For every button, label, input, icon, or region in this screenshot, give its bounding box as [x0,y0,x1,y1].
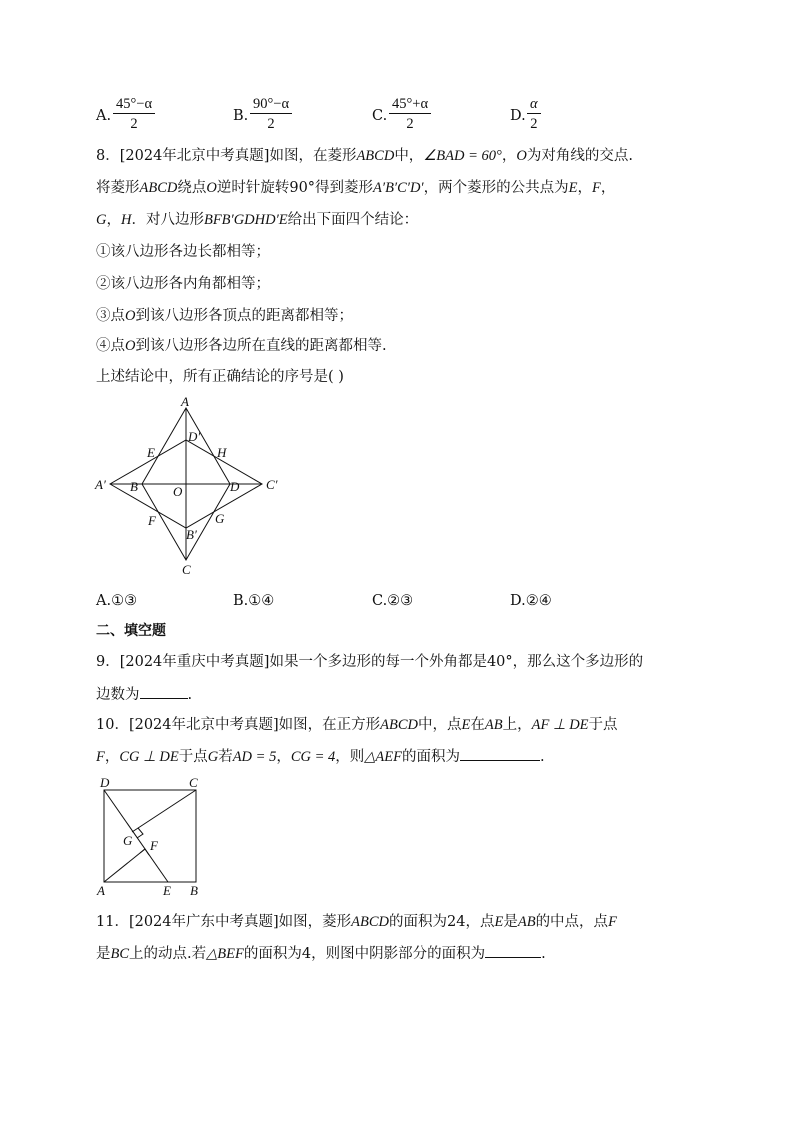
q10-text: 中，点 [418,717,462,733]
q8-conclusion-3 [96,306,353,326]
q11-text: 上的动点.若 [129,946,207,962]
q11-period: . [541,946,546,962]
q8-text: 中， [394,148,424,164]
q7-option-c-letter: C. [372,108,388,124]
q8-text: ．对八边形 [131,212,204,228]
q8-text: 绕点 [177,180,207,196]
q10-cg-perp-de: CG ⊥ DE [119,749,179,765]
label-o: O [173,484,183,499]
q10-ad-value: AD = 5 [232,749,277,765]
q8-conclusion-4 [96,336,387,356]
q10-ab: AB [484,717,503,733]
q8-point-o: O [125,338,136,354]
q10-text: 于点 [178,749,208,765]
q11-triangle: △BEF [206,946,244,962]
label-d: D [100,775,110,790]
q7-option-b-fraction [250,95,292,134]
q11-point-f: F [608,914,617,930]
label-h: H [217,445,227,460]
q8-text: 给出下面四个结论： [287,212,419,228]
q8-abcd-prime: A′B′C′D′ [373,180,424,196]
q9-period: . [187,687,193,703]
q7-option-b-denominator: 2 [267,116,275,132]
label-d-prime: D′ [188,429,201,444]
q7-option-c-fraction [389,95,431,134]
q11-answer-blank [485,943,541,958]
q10-text: 若 [218,749,233,765]
q11-text: 是 [503,914,518,930]
square-abcd [104,790,196,882]
q8-option-a: A.①③ [96,593,138,609]
q8-point-f: F [591,180,601,196]
label-c: C [182,562,191,577]
q11-line-2 [96,943,546,964]
q8-conclusion-2: ②该八边形各内角都相等； [96,276,270,292]
q8-angle: ∠BAD = 60° [423,148,502,164]
q8-text: ③点 [96,308,125,324]
q7-option-b-letter: B. [233,108,249,124]
label-g: G [123,833,133,848]
q7-option-a-denominator: 2 [130,116,138,132]
q8-point-o: O [125,308,136,324]
label-e: E [163,883,171,898]
q10-text: 10．[2024年北京中考真题]如图，在正方形 [96,717,381,733]
q10-comma: ， [104,749,120,765]
q7-option-c-numerator: 45°+α [389,95,431,114]
q8-text: 逆时针旋转90°得到菱形 [216,180,374,196]
q8-abcd: ABCD [356,148,395,164]
q9-line-1: 9．[2024年重庆中考真题]如果一个多边形的每一个外角都是40°，那么这个多边形的 [96,654,644,670]
q8-source: [2024年北京中考真题] [119,148,270,164]
label-c: C [189,775,198,790]
q10-af-perp-de: AF ⊥ DE [531,717,589,733]
q10-point-f: F [96,749,105,765]
q8-comma: ， [106,212,121,228]
segment-de [104,790,168,882]
q10-comma: ， [276,749,291,765]
q8-comma: ， [600,180,616,196]
q8-line-2 [96,178,615,198]
q7-option-a-numerator: 45°−α [113,95,155,114]
q8-point-o: O [516,148,527,164]
figure-rhombus-rotation [90,394,290,580]
q8-text: 到该八边形各顶点的距离都相等； [135,308,353,324]
q9-text: 边数为 [96,687,140,703]
q11-text: 的面积为24，点 [389,914,495,930]
q11-text: 11．[2024年广东中考真题]如图，菱形 [96,914,352,930]
q8-text: 为对角线的交点. [526,148,633,164]
label-c-prime: C′ [266,477,278,492]
label-f: F [150,838,158,853]
q8-question: 上述结论中，所有正确结论的序号是( ) [96,369,344,385]
right-angle-mark-g [137,828,143,838]
label-b: B [190,883,198,898]
q11-text: 的面积为4，则图中阴影部分的面积为 [243,946,486,962]
q10-text: ，则 [335,749,365,765]
figure-square [92,774,212,898]
q10-text: 上， [502,717,532,733]
q9-line-2 [96,684,192,705]
label-e: E [147,445,155,460]
label-b-prime: B′ [186,527,197,542]
q11-line-1 [96,912,617,932]
q7-option-d-fraction [527,95,541,134]
q7-option-b-numerator: 90°−α [250,95,292,114]
q11-ab: AB [517,914,536,930]
q8-point-g: G [96,212,107,228]
q8-text: ， [501,148,517,164]
q11-abcd: ABCD [351,914,390,930]
label-g: G [215,511,225,526]
q10-line-2 [96,746,545,767]
q9-answer-blank [140,684,188,699]
q10-cg-value: CG = 4 [290,749,336,765]
q8-comma: ， [577,180,592,196]
q10-point-g: G [207,749,219,765]
q8-abcd: ABCD [139,180,178,196]
label-d: D [230,479,240,494]
q8-conclusion-1: ①该八边形各边长都相等； [96,244,270,260]
label-a: A [97,883,105,898]
q8-octagon: BFB′GDHD′E [203,212,288,228]
q8-text: ④点 [96,338,125,354]
q11-text: 是 [96,946,111,962]
q8-option-b: B.①④ [233,593,275,609]
label-f: F [148,513,156,528]
q8-line-3 [96,210,418,230]
q7-option-a-fraction [113,95,155,134]
q8-text: 到该八边形各边所在直线的距离都相等. [135,338,387,354]
q8-point-h: H [120,212,132,228]
q8-line-1 [96,146,633,166]
q8-text: 将菱形 [96,180,140,196]
label-a-prime: A′ [95,477,106,492]
q7-option-a-letter: A. [96,108,112,124]
q8-text: ，两个菱形的公共点为 [423,180,569,196]
q10-point-e: E [461,717,471,733]
q7-option-d-letter: D. [510,108,526,124]
q8-point-e: E [568,180,578,196]
label-a: A [181,394,189,409]
q7-option-c-denominator: 2 [406,116,414,132]
q10-answer-blank [460,746,540,761]
q10-period: . [540,749,545,765]
q8-text: 如图，在菱形 [269,148,357,164]
q8-number: 8． [96,148,120,164]
segment-cg [132,790,196,832]
label-b: B [130,479,138,494]
q10-text: 在 [470,717,485,733]
section-fill-in-blank-heading: 二、填空题 [96,623,166,639]
q10-abcd: ABCD [380,717,419,733]
q10-text: 于点 [588,717,618,733]
q10-line-1 [96,715,618,735]
q8-option-c: C.②③ [372,593,414,609]
q11-point-e: E [494,914,504,930]
q7-option-d-numerator: α [527,95,541,114]
q8-point-o: O [206,180,217,196]
q11-bc: BC [110,946,130,962]
q11-text: 的中点，点 [535,914,609,930]
q8-option-d: D.②④ [510,593,552,609]
q7-option-d-denominator: 2 [530,116,538,132]
q10-text: 的面积为 [402,749,460,765]
q10-triangle: △AEF [364,749,402,765]
segment-af [104,849,145,882]
